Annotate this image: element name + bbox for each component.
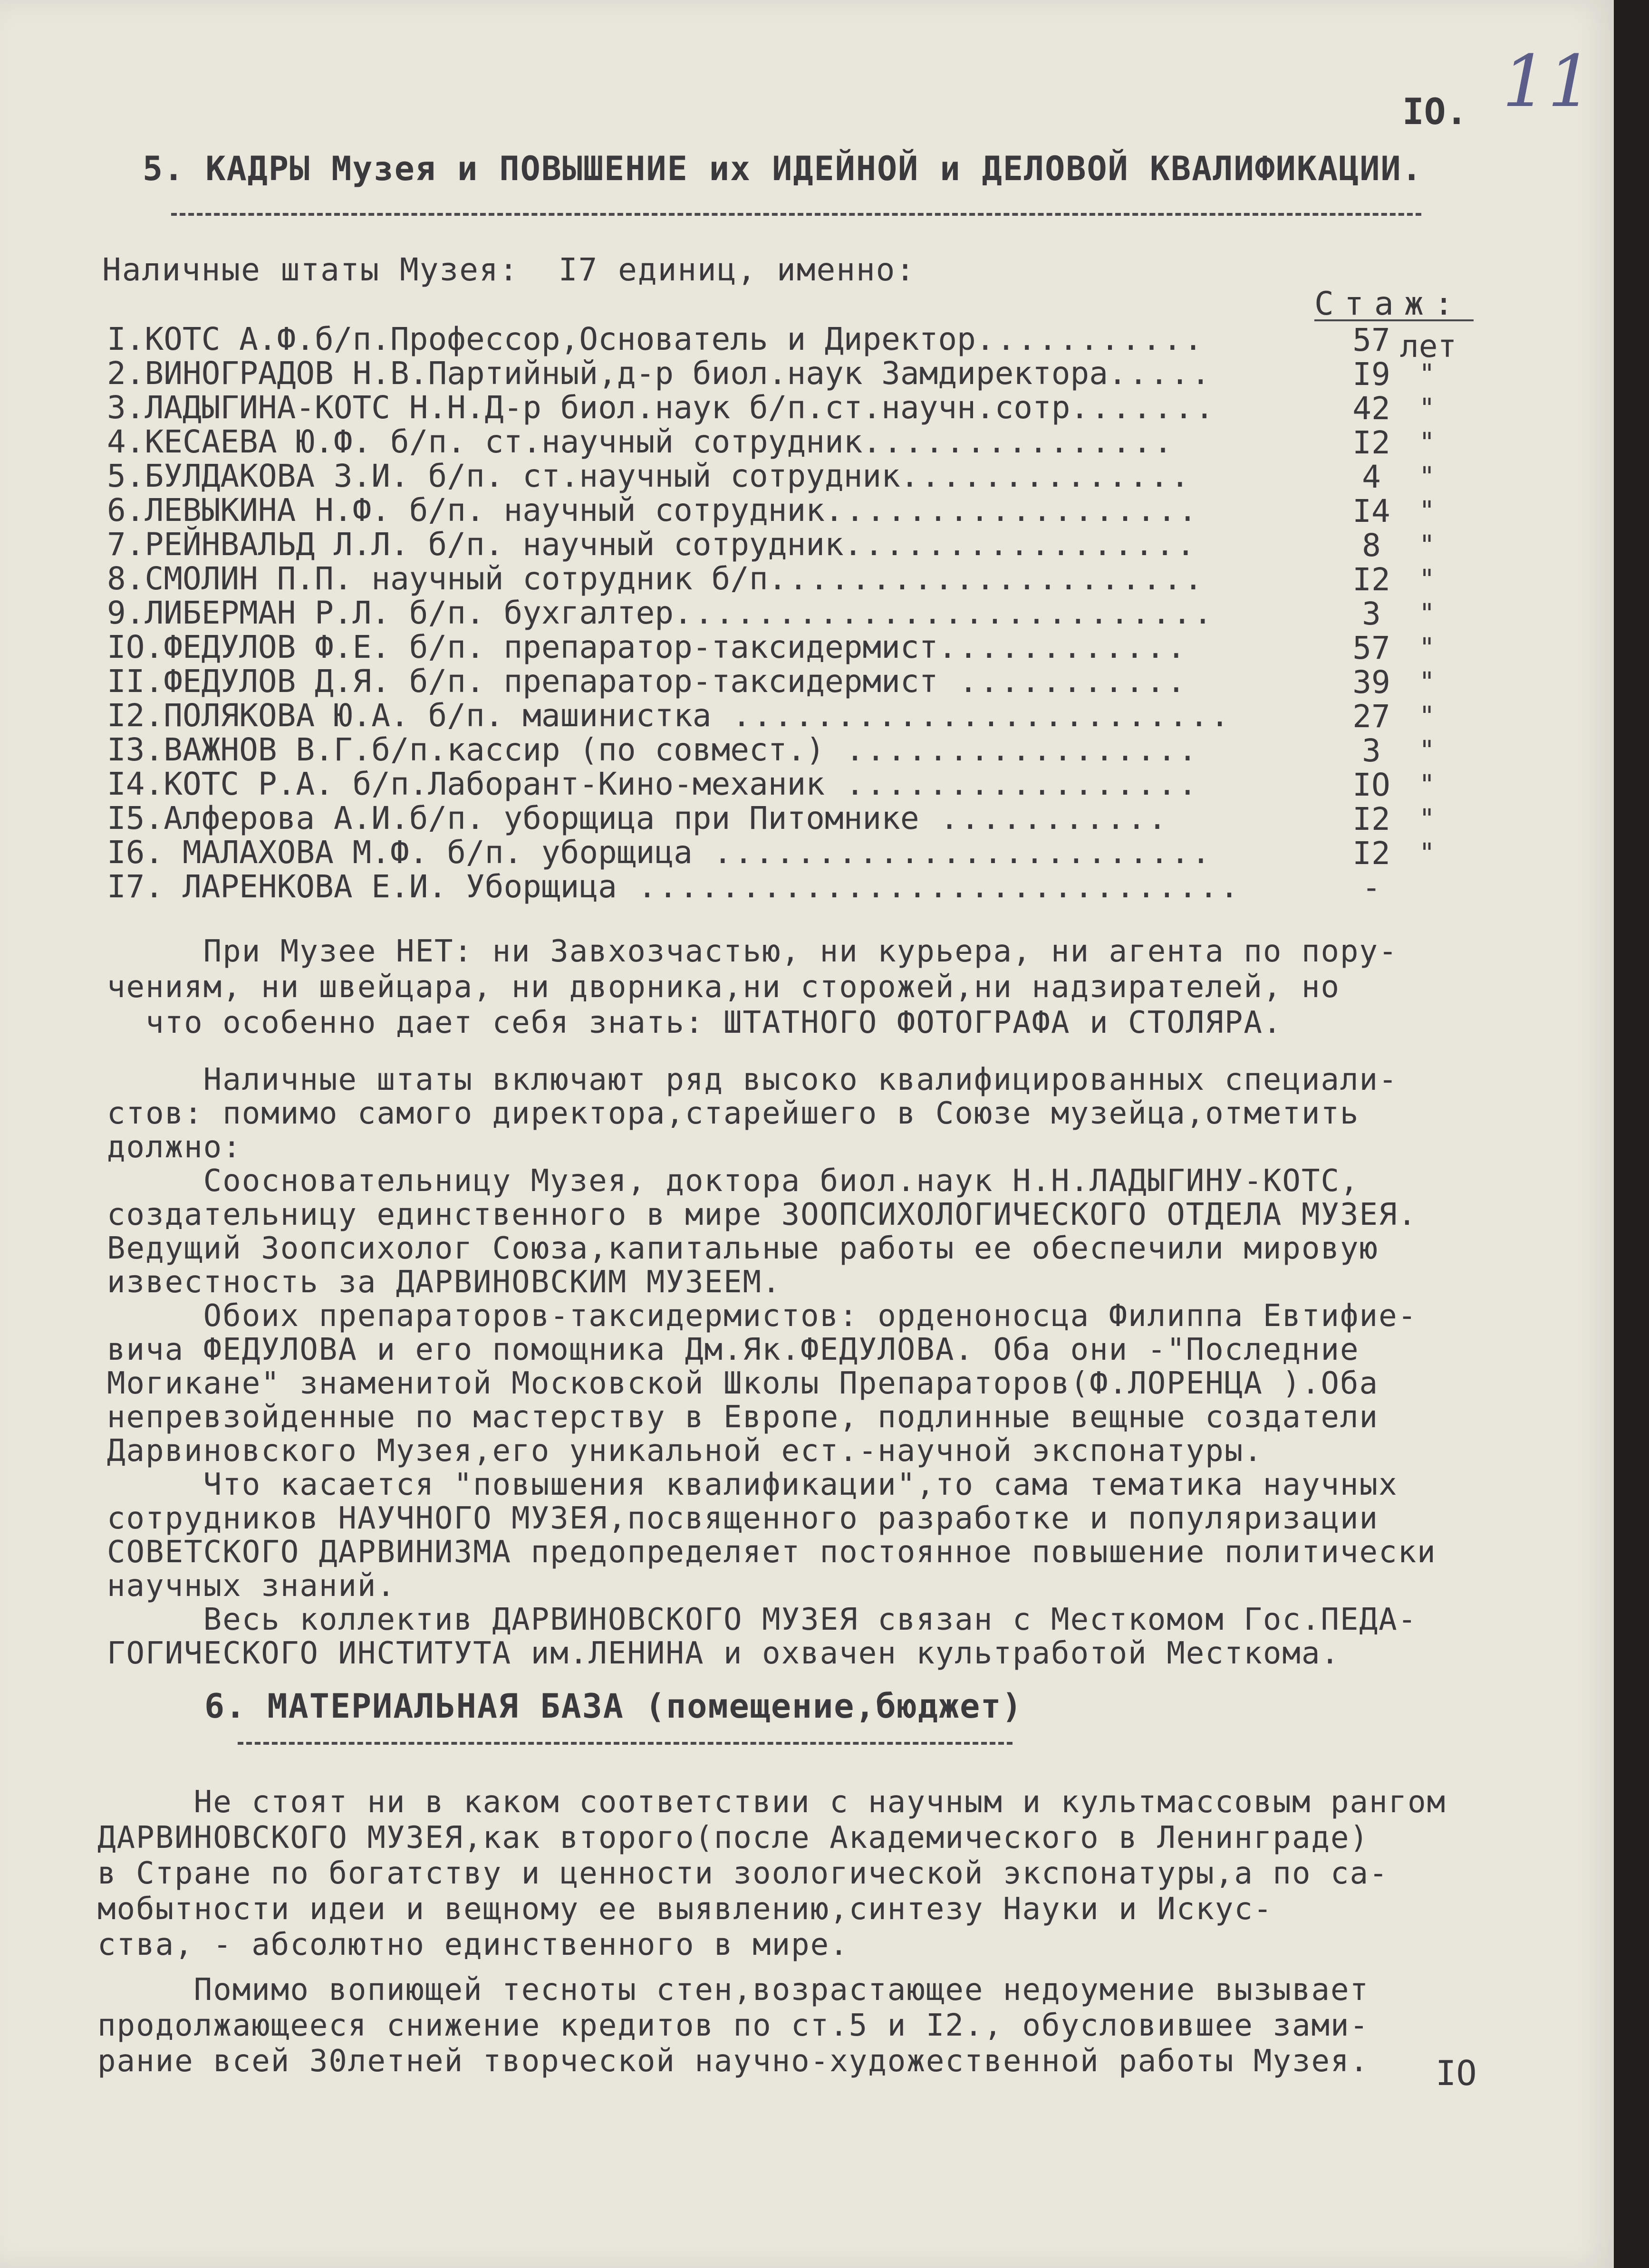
section6-title: 6. МАТЕРИАЛЬНАЯ БАЗА (помещение,бюджет) (204, 1687, 1023, 1726)
staff-description: МАЛАХОВА М.Ф. б/п. уборщица (164, 834, 693, 871)
text-line: Могикане" знаменитой Московской Школы Препараторов(Ф.ЛОРЕНЦА ).Оба (107, 1366, 1379, 1401)
staff-description: ВИНОГРАДОВ Н.В.Партийный,д-р биол.наук Замдиректора (145, 355, 1108, 392)
text-line: ДАРВИНОВСКОГО МУЗЕЯ,как второго(после Академического в Ленинграде) (97, 1820, 1369, 1855)
staff-years: IO (1352, 767, 1390, 803)
staff-description: ПОЛЯКОВА Ю.А. б/п. машинистка (164, 697, 712, 734)
staff-number: 8. (107, 560, 145, 597)
experience-column-header: Стаж: (1314, 285, 1464, 323)
text-line: Обоих препараторов-таксидермистов: орденоносца Филиппа Евтифие- (107, 1298, 1418, 1334)
section5-title: 5. КАДРЫ Музея и ПОВЫШЕНИЕ их ИДЕЙНОЙ и ДЕЛОВОЙ КВАЛИФИКАЦИИ. (143, 149, 1423, 188)
staff-row (107, 800, 1169, 836)
staff-number: I5. (107, 800, 164, 836)
ditto-mark: " (1419, 359, 1435, 390)
staff-years: I2 (1352, 561, 1390, 598)
staff-years: I2 (1352, 801, 1390, 837)
section5-title-underline (171, 213, 1421, 216)
staff-description: ВАЖНОВ В.Г.б/п.кассир (по совмест.) (164, 731, 825, 768)
text-line: стов: помимо самого директора,старейшего в Союзе музейца,отметить (107, 1096, 1360, 1131)
staff-description: СМОЛИН П.П. научный сотрудник б/п (145, 560, 768, 597)
leader-dots: .................. (824, 492, 1199, 529)
text-line: Не стоят ни в каком соответствии с научным и культмассовым рангом (97, 1785, 1446, 1820)
text-line: что особенно дает себя знать: ШТАТНОГО ФОТОГРАФА и СТОЛЯРА. (107, 1005, 1283, 1040)
staff-row (107, 560, 1205, 597)
staff-number: 9. (107, 595, 145, 631)
text-line: известность за ДАРВИНОВСКИМ МУЗЕЕМ. (107, 1265, 781, 1300)
leader-dots: ............ (938, 629, 1188, 665)
leader-dots: ....... (1070, 389, 1216, 426)
leader-dots: ........... (975, 321, 1205, 357)
leader-dots: .......................... (674, 595, 1215, 631)
staff-years: 8 (1362, 527, 1381, 564)
text-line: продолжающееся снижение кредитов по ст.5 и I2., обусловившее зами- (97, 2008, 1369, 2043)
ditto-mark: " (1419, 461, 1435, 492)
bottom-page-number: IO (1436, 2053, 1477, 2093)
staff-description: КОТС А.Ф.б/п.Профессор,Основатель и Директор (145, 321, 976, 357)
staff-number: 3. (107, 389, 145, 426)
staff-row (107, 868, 1241, 905)
staff-row (107, 629, 1188, 665)
staff-years: 3 (1362, 596, 1381, 632)
staff-row (107, 389, 1216, 426)
text-line: Наличные штаты включают ряд высоко квалифицированных специали- (107, 1062, 1398, 1097)
text-line: При Музее НЕТ: ни Завхозчастью, ни курьера, ни агента по пору- (107, 934, 1398, 969)
staff-years: 42 (1352, 390, 1390, 427)
ditto-mark: " (1419, 496, 1435, 527)
ditto-mark: " (1419, 838, 1435, 869)
experience-header-underline (1314, 319, 1474, 321)
ditto-mark: " (1419, 633, 1435, 663)
staff-row (107, 766, 1199, 802)
staff-description: КЕСАЕВА Ю.Ф. б/п. ст.научный сотрудник (145, 423, 863, 460)
leader-dots: ........................ (711, 697, 1231, 734)
staff-years: 57 (1352, 322, 1390, 358)
leader-dots: ........... (919, 800, 1169, 836)
staff-years: - (1362, 869, 1381, 906)
staff-number: II. (107, 663, 164, 700)
ditto-mark: " (1419, 701, 1435, 732)
staff-description: ЛЕВЫКИНА Н.Ф. б/п. научный сотрудник (145, 492, 825, 529)
text-line: создательницу единственного в мире ЗООПСИХОЛОГИЧЕСКОГО ОТДЕЛА МУЗЕЯ. (107, 1197, 1418, 1232)
staff-intro: Наличные штаты Музея: I7 единиц, именно: (102, 251, 916, 288)
text-line: Дарвиновского Музея,его уникальной ест.-научной экспонатуры. (107, 1433, 1263, 1469)
staff-row (107, 595, 1215, 631)
leader-dots: ........................ (692, 834, 1213, 871)
text-line: сотрудников НАУЧНОГО МУЗЕЯ,посвященного разработке и популяризации (107, 1501, 1379, 1536)
ditto-mark: " (1419, 667, 1435, 698)
years-unit-label: лет (1400, 328, 1457, 365)
ditto-mark: " (1419, 598, 1435, 629)
staff-number: 6. (107, 492, 145, 529)
staff-description: ЛИБЕРМАН Р.Л. б/п. бухгалтер (145, 595, 674, 631)
staff-number: I4. (107, 766, 164, 802)
text-line: ГОГИЧЕСКОГО ИНСТИТУТА им.ЛЕНИНА и охвачен культработой Месткома. (107, 1636, 1340, 1671)
staff-years: I2 (1352, 835, 1390, 872)
text-line: Весь коллектив ДАРВИНОВСКОГО МУЗЕЯ связан с Месткомом Гос.ПЕДА- (107, 1602, 1418, 1637)
staff-row (107, 321, 1205, 357)
staff-number: IO. (107, 629, 164, 665)
staff-description: ФЕДУЛОВ Ф.Е. б/п. препаратор-таксидермист (164, 629, 938, 665)
leader-dots: ................. (824, 731, 1199, 768)
text-line: ства, - абсолютно единственного в мире. (97, 1927, 849, 1962)
staff-description: КОТС Р.А. б/п.Лаборант-Кино-механик (164, 766, 825, 802)
staff-number: I. (107, 321, 145, 357)
text-line: Что касается "повышения квалификации",то сама тематика научных (107, 1467, 1398, 1502)
leader-dots: ................. (824, 766, 1199, 802)
staff-years: I9 (1352, 356, 1390, 393)
staff-row (107, 834, 1213, 871)
staff-description: ЛАРЕНКОВА Е.И. Уборщица (164, 868, 617, 905)
staff-years: 57 (1352, 630, 1390, 666)
leader-dots: .............. (900, 458, 1192, 494)
staff-number: I7. (107, 868, 164, 905)
ditto-mark: " (1419, 769, 1435, 800)
text-line: научных знаний. (107, 1568, 396, 1604)
staff-number: 7. (107, 526, 145, 563)
staff-row (107, 423, 1175, 460)
leader-dots: ........... (938, 663, 1188, 700)
text-line: СОВЕТСКОГО ДАРВИНИЗМА предопределяет постоянное повышение политически (107, 1535, 1437, 1570)
staff-number: I3. (107, 731, 164, 768)
ditto-mark: " (1419, 530, 1435, 561)
page-number: IO. (1402, 90, 1468, 133)
leader-dots: ............... (862, 423, 1175, 460)
staff-description: ФЕДУЛОВ Д.Я. б/п. препаратор-таксидермист (164, 663, 938, 700)
staff-years: 39 (1352, 664, 1390, 701)
staff-years: 27 (1352, 698, 1390, 735)
staff-number: 2. (107, 355, 145, 392)
staff-description: БУЛДАКОВА З.И. б/п. ст.научный сотрудник (145, 458, 900, 494)
ditto-mark: " (1419, 393, 1435, 424)
text-line: непревзойденные по мастерству в Европе, подлинные вещные создатели (107, 1400, 1379, 1435)
leader-dots: ................. (843, 526, 1197, 563)
text-line: Соосновательницу Музея, доктора биол.наук Н.Н.ЛАДЫГИНУ-КОТС, (107, 1163, 1360, 1199)
staff-number: 5. (107, 458, 145, 494)
text-line: рание всей 30летней творческой научно-художественной работы Музея. (97, 2044, 1369, 2079)
text-line: должно: (107, 1130, 242, 1165)
staff-number: 4. (107, 423, 145, 460)
leader-dots: ..... (1108, 355, 1212, 392)
staff-years: I2 (1352, 424, 1390, 461)
leader-dots: ............................. (617, 868, 1241, 905)
staff-row (107, 355, 1212, 392)
staff-description: РЕЙНВАЛЬД Л.Л. б/п. научный сотрудник (145, 526, 844, 563)
handwritten-page-mark: 11 (1502, 40, 1593, 123)
section6-title-underline (238, 1742, 1013, 1745)
staff-years: 4 (1362, 459, 1381, 495)
staff-row (107, 492, 1199, 529)
staff-description: ЛАДЫГИНА-КОТС Н.Н.Д-р биол.наук б/п.ст.научн.сотр (145, 389, 1070, 426)
scan-edge (1614, 0, 1649, 2268)
text-line: чениям, ни швейцара, ни дворника,ни сторожей,ни надзирателей, но (107, 970, 1340, 1005)
staff-description: Алферова А.И.б/п. уборщица при Питомнике (164, 800, 919, 836)
staff-row (107, 458, 1192, 494)
ditto-mark: " (1419, 564, 1435, 595)
ditto-mark: " (1419, 804, 1435, 835)
ditto-mark: " (1419, 735, 1435, 766)
staff-number: I2. (107, 697, 164, 734)
staff-row (107, 526, 1197, 563)
staff-years: 3 (1362, 732, 1381, 769)
text-line: Помимо вопиющей тесноты стен,возрастающее недоумение вызывает (97, 1972, 1369, 2008)
leader-dots: ..................... (768, 560, 1205, 597)
ditto-mark: " (1419, 427, 1435, 458)
staff-row (107, 663, 1188, 700)
staff-number: I6. (107, 834, 164, 871)
staff-row (107, 731, 1199, 768)
staff-row (107, 697, 1231, 734)
text-line: Ведущий Зоопсихолог Союза,капитальные работы ее обеспечили мировую (107, 1231, 1379, 1266)
staff-years: I4 (1352, 493, 1390, 529)
text-line: мобытности идеи и вещному ее выявлению,синтезу Науки и Искус- (97, 1892, 1273, 1927)
text-line: вича ФЕДУЛОВА и его помощника Дм.Як.ФЕДУЛОВА. Оба они -"Последние (107, 1332, 1360, 1367)
text-line: в Стране по богатству и ценности зоологической экспонатуры,а по са- (97, 1856, 1389, 1891)
